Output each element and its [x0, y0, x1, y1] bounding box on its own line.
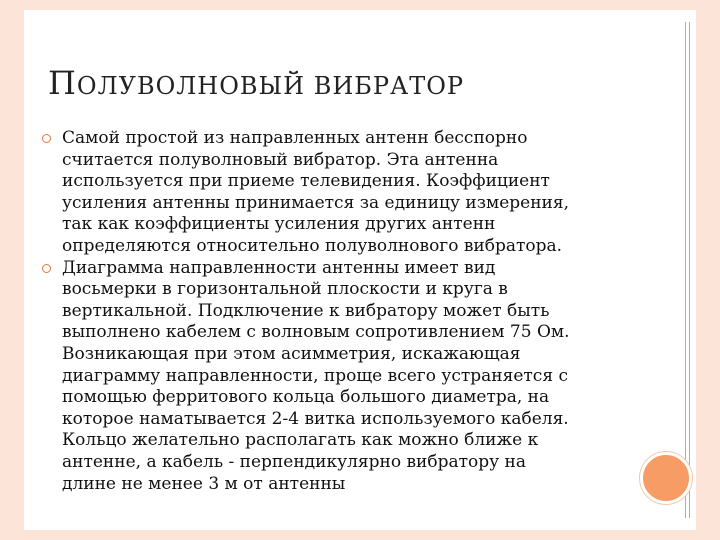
bullet-item-2 — [62, 258, 622, 496]
text-line: диаграмму направленности, проще всего устраняется с — [62, 365, 568, 386]
text-line: восьмерки в горизонтальной плоскости и круга в — [62, 279, 508, 300]
ring-bullet-icon — [42, 134, 51, 143]
text-line: определяются относительно полуволнового вибратора. — [62, 235, 563, 256]
frame-top-border — [0, 0, 720, 10]
bullet-item-1 — [62, 128, 622, 258]
slide-content — [62, 128, 622, 495]
text-line: так как коэффициенты усиления других антенн — [62, 214, 496, 235]
title-rest: ОЛУВОЛНОВЫЙ ВИБРАТОР — [76, 72, 465, 100]
text-line: Кольцо желательно располагать как можно ближе к — [62, 430, 539, 451]
text-line: усиления антенны принимается за единицу измерения, — [62, 192, 569, 213]
text-line: вертикальной. Подключение к вибратору может быть — [62, 300, 550, 321]
title-first-letter: П — [48, 64, 77, 102]
text-line: выполнено кабелем с волновым сопротивлением 75 Ом. — [62, 322, 570, 343]
slide-title — [48, 64, 464, 102]
frame-left-border — [0, 0, 24, 540]
text-line: Возникающая при этом асимметрия, искажающая — [62, 343, 521, 364]
orange-circle-icon — [640, 452, 692, 504]
frame-right-border — [696, 0, 720, 540]
text-line: считается полуволновый вибратор. Эта антенна — [62, 149, 499, 170]
frame-bottom-border — [0, 530, 720, 540]
text-line: Самой простой из направленных антенн бесспорно — [62, 128, 528, 148]
text-line: которое наматывается 2-4 витка используемого кабеля. — [62, 408, 569, 429]
text-line: антенне, а кабель - перпендикулярно вибратору на — [62, 451, 527, 472]
ring-bullet-icon — [42, 264, 51, 273]
text-line: используется при приеме телевидения. Коэффициент — [62, 171, 550, 192]
text-line: длине не менее 3 м от антенны — [62, 473, 346, 494]
text-line: Диаграмма направленности антенны имеет вид — [62, 257, 496, 278]
text-line: помощью ферритового кольца большого диаметра, на — [62, 387, 550, 408]
frame-rule-line — [685, 22, 686, 518]
frame-rule-line — [689, 22, 690, 518]
